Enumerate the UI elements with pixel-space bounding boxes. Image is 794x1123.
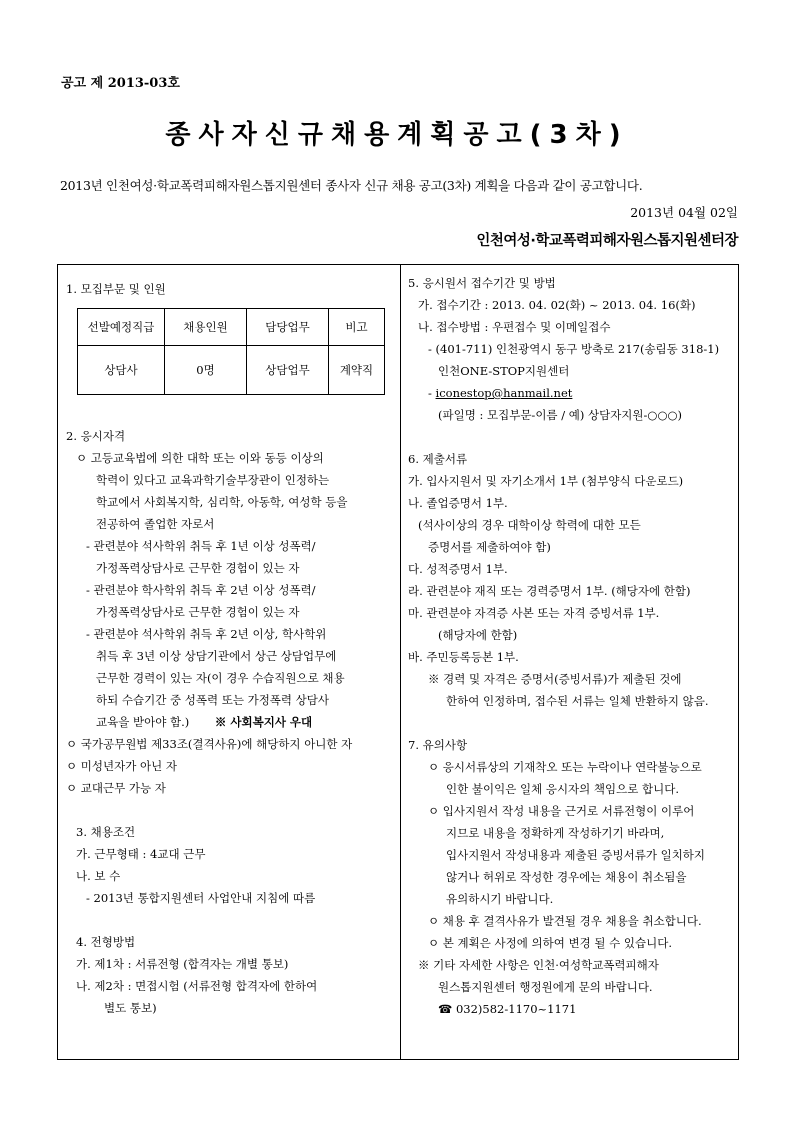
list-item: 인한 불이익은 일체 응시자의 책임으로 합니다.: [446, 782, 680, 796]
list-item: - 관련분야 석사학위 취득 후 1년 이상 성폭력/: [86, 539, 316, 553]
list-item: 하되 수습기간 중 성폭력 또는 가정폭력 상담사: [96, 693, 330, 707]
list-item: 증명서를 제출하여야 함): [428, 540, 551, 554]
list-item: 가정폭력상담사로 근무한 경험이 있는 자: [96, 561, 300, 575]
table-header-row: [78, 309, 385, 346]
list-item: ㅇ 본 계획은 사정에 의하여 변경 될 수 있습니다.: [428, 936, 672, 950]
list-item: (해당자에 한함): [438, 628, 518, 642]
list-item: 가정폭력상담사로 근무한 경험이 있는 자: [96, 605, 300, 619]
list-item: 한하여 인정하며, 접수된 서류는 일체 반환하지 않음.: [446, 694, 709, 708]
list-item: (석사이상의 경우 대학이상 학력에 대한 모든: [418, 518, 641, 532]
phone-number: ☎ 032)582-1170~1171: [438, 1002, 577, 1016]
position-table: [77, 308, 385, 395]
email-link[interactable]: iconestop@hanmail.net: [435, 386, 573, 400]
list-item: [66, 711, 396, 733]
list-item: 별도 통보): [104, 1001, 157, 1015]
list-item: - (401-711) 인천광역시 동구 방축로 217(송림동 318-1): [428, 342, 720, 356]
list-item: 라. 관련분야 재직 또는 경력증명서 1부. (해당자에 한함): [408, 584, 691, 598]
table-header: 채용인원: [165, 309, 247, 346]
list-item: 취득 후 3년 이상 상담기관에서 상근 상담업무에: [96, 649, 337, 663]
section-1-heading: 1. 모집부문 및 인원: [66, 282, 166, 296]
list-item: [408, 382, 738, 404]
list-item: 나. 졸업증명서 1부.: [408, 496, 508, 510]
list-item: 가. 입사지원서 및 자기소개서 1부 (첨부양식 다운로드): [408, 474, 684, 488]
column-divider: [400, 264, 401, 1060]
list-item: 지므로 내용을 정확하게 작성하기기 바라며,: [446, 826, 665, 840]
email-prefix: -: [428, 386, 436, 400]
list-item: ※ 경력 및 자격은 증명서(증빙서류)가 제출된 것에: [428, 672, 682, 686]
list-item: 근무한 경력이 있는 자(이 경우 수습직원으로 채용: [96, 671, 345, 685]
list-item: ㅇ 채용 후 결격사유가 발견될 경우 채용을 취소합니다.: [428, 914, 702, 928]
list-item: ㅇ 미성년자가 아닌 자: [66, 759, 177, 773]
table-cell: 계약직: [329, 346, 385, 395]
list-item: (파일명 : 모집부문-이름 / 예) 상담자지원-○○○): [438, 408, 682, 422]
list-item: 나. 접수방법 : 우편접수 및 이메일접수: [418, 320, 611, 334]
table-cell: 0명: [165, 346, 247, 395]
preference-note: ※ 사회복지사 우대: [214, 715, 313, 729]
section-3-heading: 3. 채용조건: [76, 825, 136, 839]
table-row: [78, 346, 385, 395]
list-item: 인천ONE-STOP지원센터: [438, 364, 570, 378]
notice-date: 2013년 04월 02일: [630, 205, 738, 220]
list-item: ㅇ 응시서류상의 기재착오 또는 누락이나 연락불능으로: [428, 760, 702, 774]
list-item: 원스톱지원센터 행정원에게 문의 바랍니다.: [438, 980, 653, 994]
list-item: - 관련분야 학사학위 취득 후 2년 이상 성폭력/: [86, 583, 316, 597]
list-item: 학력이 있다고 교육과학기술부장관이 인정하는: [96, 473, 330, 487]
intro-text: 2013년 인천여성·학교폭력피해자원스톱지원센터 종사자 신규 채용 공고(3차) 계획을 다음과 같이 공고합니다.: [60, 178, 643, 193]
list-item: 나. 제2차 : 면접시험 (서류전형 합격자에 한하여: [76, 979, 318, 993]
list-item: ㅇ 입사지원서 작성 내용을 근거로 서류전형이 이루어: [428, 804, 695, 818]
list-item: 가. 제1차 : 서류전형 (합격자는 개별 통보): [76, 957, 289, 971]
left-column: [66, 278, 396, 1019]
list-item-text: 교육을 받아야 함.): [96, 715, 190, 729]
table-header: 비고: [329, 309, 385, 346]
list-item: 마. 관련분야 자격증 사본 또는 자격 증빙서류 1부.: [408, 606, 660, 620]
list-item: ㅇ 교대근무 가능 자: [66, 781, 166, 795]
list-item: 나. 보 수: [76, 869, 121, 883]
list-item: - 관련분야 석사학위 취득 후 2년 이상, 학사학위: [86, 627, 327, 641]
list-item: 전공하여 졸업한 자로서: [96, 517, 215, 531]
section-7-heading: 7. 유의사항: [408, 738, 468, 752]
list-item: 가. 근무형태 : 4교대 근무: [76, 847, 206, 861]
list-item: 바. 주민등록등본 1부.: [408, 650, 519, 664]
right-column: [408, 272, 738, 1020]
list-item: - 2013년 통합지원센터 사업안내 지침에 따름: [86, 891, 316, 905]
table-header: 담당업무: [247, 309, 329, 346]
page-title: 종사자신규채용계획공고(3차): [165, 120, 629, 150]
table-cell: 상담사: [78, 346, 165, 395]
table-header: 선발예정직급: [78, 309, 165, 346]
list-item: ※ 기타 자세한 사항은 인천·여성학교폭력피해자: [418, 958, 659, 972]
section-6-heading: 6. 제출서류: [408, 452, 468, 466]
list-item: ㅇ 국가공무원법 제33조(결격사유)에 해당하지 아니한 자: [66, 737, 353, 751]
issuer-name: 인천여성·학교폭력피해자원스톱지원센터장: [476, 233, 738, 249]
section-2-heading: 2. 응시자격: [66, 429, 126, 443]
list-item: ㅇ 고등교육법에 의한 대학 또는 이와 동등 이상의: [76, 451, 324, 465]
section-5-heading: 5. 응시원서 접수기간 및 방법: [408, 276, 556, 290]
list-item: 유의하시기 바랍니다.: [446, 892, 554, 906]
list-item: 다. 성적증명서 1부.: [408, 562, 508, 576]
notice-number: 공고 제 2013-03호: [61, 76, 180, 91]
list-item: 입사지원서 작성내용과 제출된 증빙서류가 일치하지: [446, 848, 706, 862]
list-item: 가. 접수기간 : 2013. 04. 02(화) ~ 2013. 04. 16(화): [418, 298, 696, 312]
section-4-heading: 4. 전형방법: [76, 935, 136, 949]
list-item: 않거나 허위로 작성한 경우에는 채용이 취소됨을: [446, 870, 687, 884]
list-item: 학교에서 사회복지학, 심리학, 아동학, 여성학 등을: [96, 495, 348, 509]
table-cell: 상담업무: [247, 346, 329, 395]
